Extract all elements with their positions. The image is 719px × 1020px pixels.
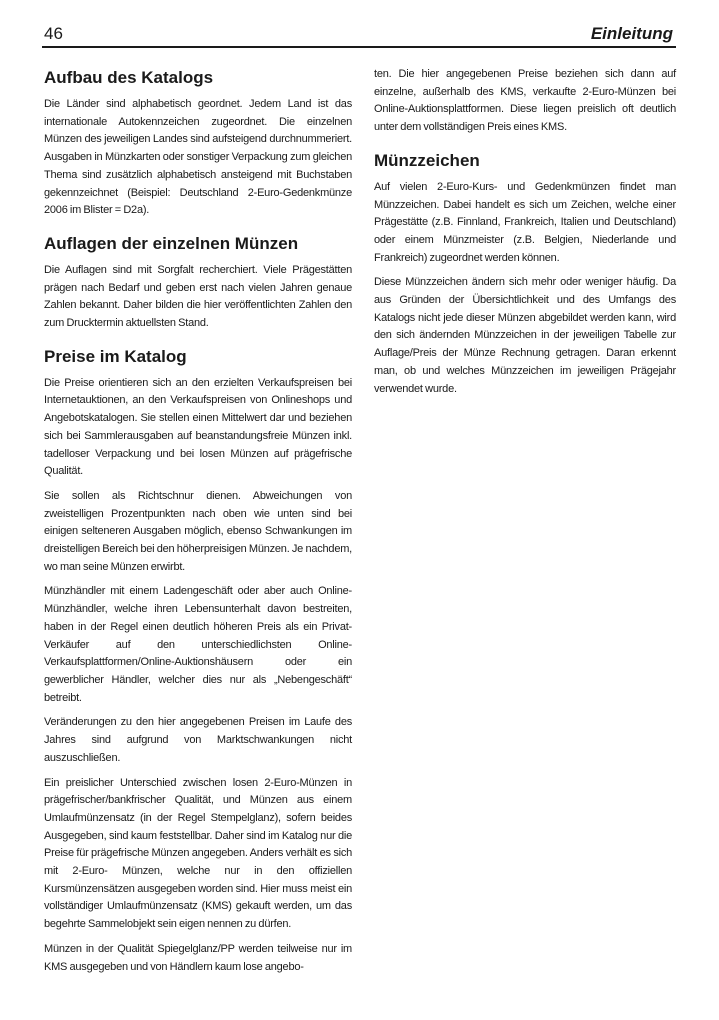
- paragraph: Veränderungen zu den hier angegebenen Preisen im Laufe des Jahres sind aufgrund von Marktschwankungen nicht auszuschließen.: [44, 716, 352, 764]
- running-head-title: Einleitung: [590, 24, 673, 43]
- paragraph: Die Preise orientieren sich an den erzielten Verkaufspreisen bei Internetauktionen, an den Verkaufspreisen von Onlineshops und Angebotskatalogen. Sie stellen einen Mittelwert dar und beziehen sich bei Sammlerausgaben auf beanstandungsfreie Münzen inkl. tadelloser Verpackung und bei losen Münzen auf prägefrische Qualität.: [44, 376, 352, 478]
- paragraph: Die Auflagen sind mit Sorgfalt recherchiert. Viele Prägestätten prägen nach Bedarf und geben erst nach vielen Jahren genaue Zahlen bekannt. Daher bilden die hier veröffentlichten Zahlen den zum Drucktermin aktuellsten Stand.: [44, 263, 352, 330]
- paragraph: Ein preislicher Unterschied zwischen losen 2-Euro-Münzen in prägefrischer/bankfrischer Qualität, und Münzen aus einem Umlaufmünzensatz (in der Regel Stempelglanz), sofern beides Ausgegeben, sind kaum feststellbar. Daher sind im Katalog nur die Preise für prägefrische Münzen angegeben. Anders verhält es sich mit 2-Euro- Münzen, welche nur in den offiziellen Kursmünzensätzen ausgegeben worden sind. Hier muss meist ein vollständiger Umlaufmünzensatz (KMS) gekauft werden, um das begehrte Sammelobjekt sein eigen nennen zu dürfen.: [44, 776, 352, 931]
- paragraph: ten. Die hier angegebenen Preise beziehen sich dann auf einzelne, außerhalb des KMS, verkaufte 2-Euro-Münzen bei Online-Auktionsplattformen. Diese liegen preislich oft deutlich unter dem vollständigen Preis eines KMS.: [374, 68, 676, 134]
- section-prices-continued: [374, 66, 676, 137]
- paragraph: Auf vielen 2-Euro-Kurs- und Gedenkmünzen findet man Münzzeichen. Dabei handelt es sich um Zeichen, welche einer Prägestätte (z.B. Finnland, Frankreich, Italien und Deutschland) oder einem Münzmeister (z.B. Belgien, Niederlande und Frankreich) zugeordnet werden können.: [374, 180, 676, 264]
- section-catalog-structure: [44, 66, 352, 220]
- page-number: 46: [44, 24, 63, 43]
- section-heading: Münzzeichen: [374, 150, 480, 170]
- paragraph: Diese Münzzeichen ändern sich mehr oder weniger häufig. Da aus Gründen der Übersichtlichkeit und des Umfangs des Katalogs nicht jede dieser Münzen abgebildet werden kann, wird den sich ändernden Münzzeichen in der jeweiligen Tabelle zur Auflage/Preis der Münze Rechnung getragen. Daran erkennt man, ob und welches Münzzeichen im jeweiligen Prägejahr verwendet wurde.: [374, 276, 676, 395]
- section-heading: Auflagen der einzelnen Münzen: [44, 233, 299, 253]
- section-heading: Aufbau des Katalogs: [44, 68, 214, 87]
- section-heading: Preise im Katalog: [44, 346, 187, 366]
- paragraph: Sie sollen als Richtschnur dienen. Abweichungen von zweistelligen Prozentpunkten nach oben wie unten sind bei einigen selteneren Ausgaben möglich, ebenso Schwankungen im dreistelligen Bereich bei den höherpreisigen Münzen. Je nachdem, wo man seine Münzen erwirbt.: [44, 489, 352, 573]
- paragraph: Münzen in der Qualität Spiegelglanz/PP werden teilweise nur im KMS ausgegeben und von Händlern kaum lose angebo-: [44, 942, 352, 973]
- section-prices: [44, 345, 352, 977]
- header-rule: [42, 46, 676, 48]
- paragraph: Die Länder sind alphabetisch geordnet. Jedem Land ist das internationale Autokennzeichen zugeordnet. Die einzelnen Münzen des jeweiligen Landes sind aufsteigend durchnummeriert. Ausgaben in Münzkarten oder sonstiger Verpackung zum gleichen Thema sind zusätzlich alphabetisch ansteigend mit Buchstaben gekennzeichnet (Beispiel: Deutschland 2-Euro-Gedenkmünze 2006 im Blister = D2a).: [44, 98, 352, 217]
- section-mintage: [44, 232, 352, 333]
- left-column: [44, 66, 352, 988]
- right-column: [374, 66, 676, 410]
- section-mint-marks: [374, 149, 676, 398]
- paragraph: Münzhändler mit einem Ladengeschäft oder aber auch Online-Münzhändler, welche ihren Lebensunterhalt davon bestreiten, haben in der Regel einen deutlich höheren Preis als ein Privat-Verkäufer auf den unterschiedlichsten Online-Verkaufsplattformen/Online-Auktionshäusern oder ein gewerblicher Händler, welcher dies nur als „Nebengeschäft“ betreibt.: [44, 585, 352, 704]
